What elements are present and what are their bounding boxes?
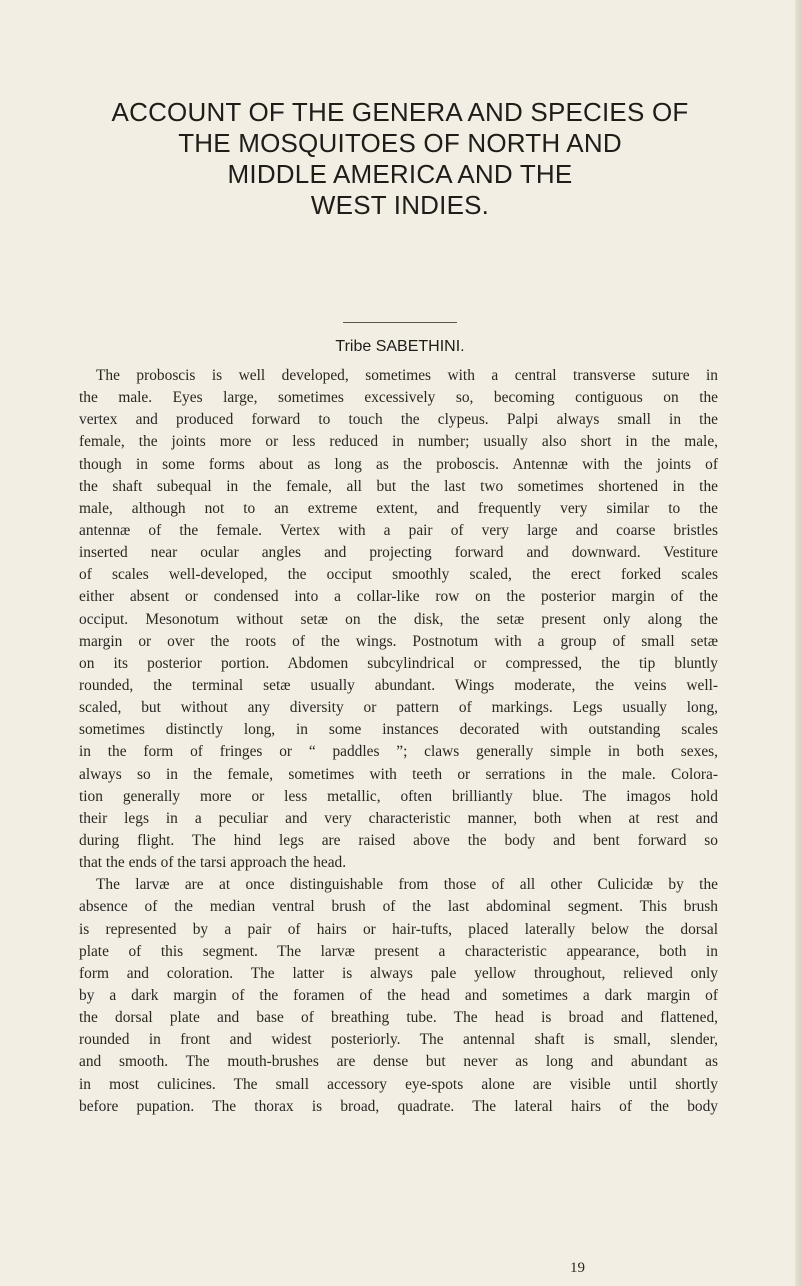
text-line: on its posterior portion. Abdomen subcylindrical or compressed, the tip bluntly — [79, 654, 718, 672]
text-line: though in some forms about as long as the proboscis. Antennæ with the joints of — [79, 455, 718, 473]
text-line: rounded in front and widest posteriorly. The antennal shaft is small, slender, — [79, 1031, 718, 1049]
text-line: form and coloration. The latter is always pale yellow throughout, relieved only — [79, 964, 718, 982]
text-line: The larvæ are at once distinguishable from those of all other Culicidæ by the — [96, 876, 718, 894]
text-line: of scales well-developed, the occiput smoothly scaled, the erect forked scales — [79, 566, 718, 584]
body-text — [79, 365, 718, 1118]
chapter-title-line: MIDDLE AMERICA AND THE — [227, 159, 573, 189]
chapter-title-line: ACCOUNT OF THE GENERA AND SPECIES OF — [111, 97, 689, 127]
text-line: and smooth. The mouth-brushes are dense but never as long and abundant as — [79, 1053, 718, 1071]
text-line: before pupation. The thorax is broad, quadrate. The lateral hairs of the body — [79, 1097, 718, 1115]
text-line: antennæ of the female. Vertex with a pair of very large and coarse bristles — [79, 521, 718, 539]
text-line: the male. Eyes large, sometimes excessively so, becoming contiguous on the — [79, 389, 718, 407]
text-line: plate of this segment. The larvæ present a characteristic appearance, both in — [79, 942, 718, 960]
text-line: is represented by a pair of hairs or hair-tufts, placed laterally below the dorsal — [79, 920, 718, 938]
text-line: their legs in a peculiar and very characteristic manner, both when at rest and — [79, 809, 718, 827]
text-line: in most culicines. The small accessory eye-spots alone are visible until shortly — [79, 1075, 718, 1093]
text-line: male, although not to an extreme extent, and frequently very similar to the — [79, 499, 718, 517]
text-line: margin or over the roots of the wings. Postnotum with a group of small setæ — [79, 632, 718, 650]
chapter-title-line: WEST INDIES. — [310, 190, 490, 220]
section-divider — [343, 322, 457, 323]
chapter-title — [60, 97, 740, 221]
page-number: 19 — [570, 1260, 585, 1276]
text-line: occiput. Mesonotum without setæ on the disk, the setæ present only along the — [79, 610, 718, 628]
text-line: tion generally more or less metallic, often brilliantly blue. The imagos hold — [79, 787, 718, 805]
tribe-heading: Tribe SABETHINI. — [335, 338, 465, 355]
text-line: during flight. The hind legs are raised above the body and bent forward so — [79, 831, 718, 849]
text-line: that the ends of the tarsi approach the head. — [79, 854, 347, 872]
text-line: always so in the female, sometimes with teeth or serrations in the male. Colora- — [79, 765, 718, 783]
chapter-title-line: THE MOSQUITOES OF NORTH AND — [178, 128, 622, 158]
text-line: by a dark margin of the foramen of the head and sometimes a dark margin of — [79, 986, 718, 1004]
text-line: scaled, but without any diversity or pattern of markings. Legs usually long, — [79, 699, 718, 717]
text-line: absence of the median ventral brush of the last abdominal segment. This brush — [79, 898, 718, 916]
text-line: the dorsal plate and base of breathing tube. The head is broad and flattened, — [79, 1009, 718, 1027]
text-line: rounded, the terminal setæ usually abundant. Wings moderate, the veins well- — [79, 676, 718, 694]
text-line: female, the joints more or less reduced in number; usually also short in the male, — [79, 433, 718, 451]
text-line: The proboscis is well developed, sometimes with a central transverse suture in — [96, 367, 718, 384]
text-line: sometimes distinctly long, in some instances decorated with outstanding scales — [79, 721, 718, 739]
page-edge — [795, 0, 801, 1286]
text-line: inserted near ocular angles and projecting forward and downward. Vestiture — [79, 544, 718, 562]
text-line: vertex and produced forward to touch the clypeus. Palpi always small in the — [79, 411, 718, 429]
text-line: the shaft subequal in the female, all but the last two sometimes shortened in the — [79, 477, 718, 495]
text-line: in the form of fringes or “ paddles ”; claws generally simple in both sexes, — [79, 743, 718, 761]
text-line: either absent or condensed into a collar-like row on the posterior margin of the — [79, 588, 718, 606]
